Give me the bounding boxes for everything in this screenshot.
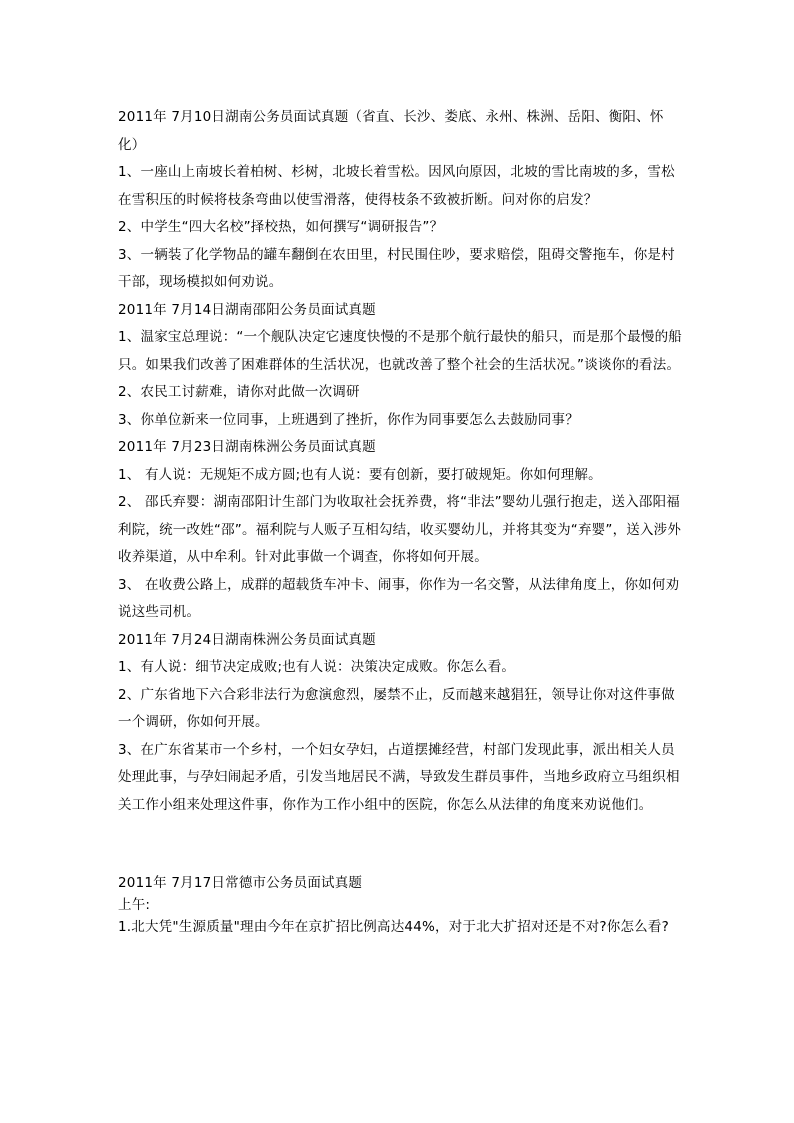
question-item: 3、在广东省某市一个乡村，一个妇女孕妇，占道摆摊经营，村部门发现此事，派出相关人员处理此事，与孕妇闹起矛盾，引发当地居民不满，导致发生群员事件，当地乡政府立马组织相关工作小组来处理这件事，你作为工作小组中的医院，你怎么从法律的角度来劝说他们。 [118,741,680,813]
question-item: 2、广东省地下六合彩非法行为愈演愈烈，屡禁不止，反而越来越猖狂，领导让你对这件事做一个调研，你如何开展。 [118,686,675,730]
section-title: 2011年 7月23日湖南株洲公务员面试真题 [118,439,376,455]
blank-space [118,819,684,872]
question-item: 1、一座山上南坡长着柏树、杉树，北坡长着雪松。因风向原因，北坡的雪比南坡的多，雪松在雪积压的时候将枝条弯曲以使雪滑落，使得枝条不致被折断。问对你的启发？ [118,164,675,208]
question-item: 1、 有人说：无规矩不成方圆;也有人说：要有创新，要打破规矩。你如何理解。 [118,466,602,483]
question-item: 2、农民工讨薪难，请你对此做一次调研 [118,384,360,400]
question-item: 1、有人说：细节决定成败;也有人说：决策决定成败。你怎么看。 [118,659,516,675]
section-title: 2011年 7月14日湖南邵阳公务员面试真题 [118,301,376,318]
question-item: 3、 在收费公路上，成群的超载货车冲卡、闹事，你作为一名交警，从法律角度上，你如何劝说这些司机。 [118,576,680,620]
question-item: 2、中学生“四大名校”择校热，如何撰写“调研报告”？ [118,219,444,235]
question-item: 2、 邵氏弃婴：湖南邵阳计生部门为收取社会抚养费，将“非法”婴幼儿强行抱走，送入邵阳福利院，统一改姓“邵”。福利院与人贩子互相勾结，收买婴幼儿，并将其变为“弃婴”，送入涉外收养渠道，从中牟利。针对此事做一个调查，你将如何开展。 [118,494,682,565]
question-item: 3、一辆装了化学物品的罐车翻倒在农田里，村民围住吵，要求赔偿，阻碍交警拖车，你是村干部，现场模拟如何劝说。 [118,246,675,290]
section-subtitle: 上午: [118,897,151,913]
question-item: 1.北大凭"生源质量"理由今年在京扩招比例高达44%，对于北大扩招对还是不对?你怎么看? [118,919,669,935]
question-item: 3、你单位新来一位同事，上班遇到了挫折，你作为同事要怎么去鼓励同事？ [118,411,579,428]
document-body [118,104,684,938]
section-title: 2011年 7月10日湖南公务员面试真题（省直、长沙、娄底、永州、株洲、岳阳、衡阳、怀化） [118,109,664,153]
question-item: 1、温家宝总理说：“一个舰队决定它速度快慢的不是那个航行最快的船只，而是那个最慢的船只。如果我们改善了困难群体的生活状况，也就改善了整个社会的生活状况。”谈谈你的看法。 [118,329,682,373]
section-title: 2011年 7月24日湖南株洲公务员面试真题 [118,631,376,648]
section-title: 2011年 7月17日常德市公务员面试真题 [118,875,363,891]
